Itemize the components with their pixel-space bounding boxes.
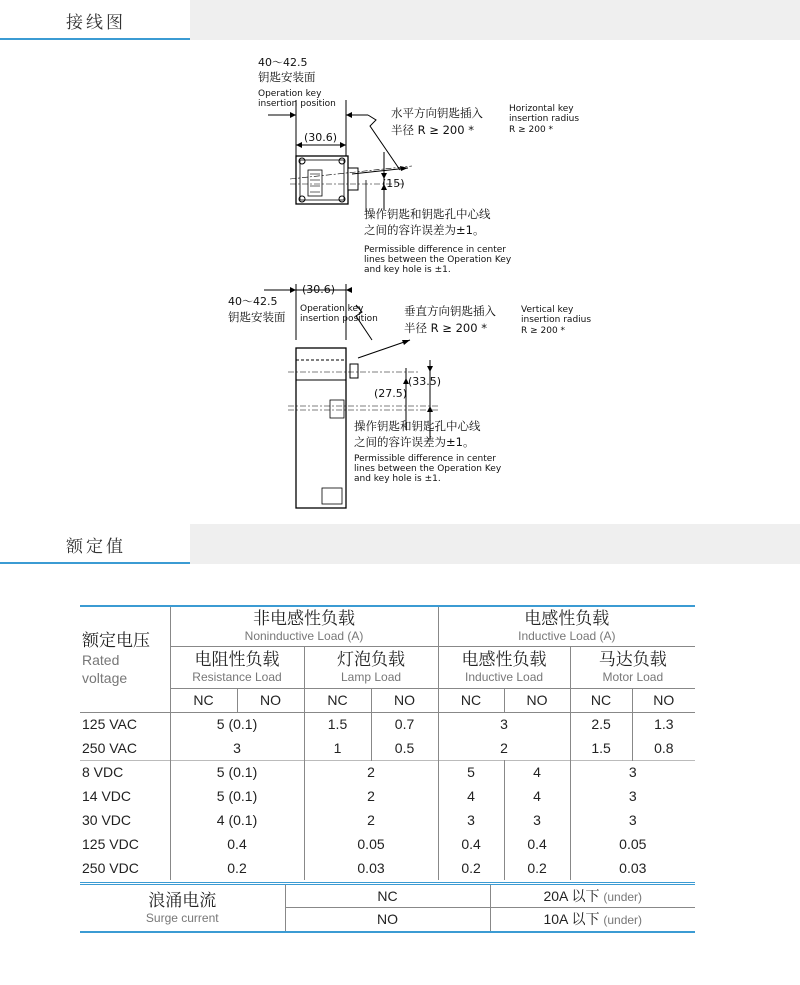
sub-cn: 灯泡负载 [337,650,406,669]
value-cell: 2 [304,760,438,784]
sub-en: Motor Load [602,670,664,684]
voltage-cell: 30 VDC [80,808,170,832]
surge-en: Surge current [145,910,219,925]
top-tol-en-3: and key hole is ±1. [364,265,451,275]
top-op-en-2: insertion position [258,99,336,109]
value-cell: 0.05 [619,836,647,852]
top-diagram [258,56,579,275]
header-bar [190,524,800,564]
surge-label [80,884,285,932]
voltage-cell: 250 VAC [80,736,170,760]
surge-nc-val: 20A 以下 [543,888,600,904]
voltage-cell: 125 VAC [80,712,170,736]
surge-table [80,882,695,933]
value-cell: 3 [438,712,570,736]
bottom-radius-cn-1: 垂直方向钥匙插入 [404,304,496,318]
value-cell: 0.8 [654,739,674,756]
surge-nc-label: NC [285,884,490,908]
no-label: NO [237,688,304,712]
value-cell: 3 [628,788,637,804]
nc-no-row [80,688,695,712]
inductive-load-header [438,646,570,688]
voltage-cell: 125 VDC [80,832,170,856]
motor-load-header [570,646,695,688]
top-radius-cn-2: 半径 R ≥ 200 * [391,123,474,137]
top-op-en-1: Operation key [258,89,322,99]
value-cell: 0.05 [304,832,438,856]
value-cell: 3 [504,808,570,832]
value-cell: 4 (0.1) [170,808,304,832]
surge-no-value [490,908,695,932]
nc-label: NC [304,688,371,712]
value-cell: 0.2 [438,856,504,880]
rating-table [80,605,695,933]
no-label: NO [504,688,570,712]
bottom-radius-cn-2: 半径 R ≥ 200 * [404,321,487,335]
surge-row-nc [80,884,695,908]
top-tol-cn-1: 操作钥匙和钥匙孔中心线 [364,207,491,221]
top-radius-en-3: R ≥ 200 * [509,125,554,135]
sub-en: Inductive Load [465,670,544,684]
value-cell: 5 (0.1) [170,760,304,784]
value-cell: 2 [304,784,438,808]
value-cell: 4 [438,784,504,808]
value-cell: 3 [438,808,504,832]
bottom-dim-306: (30.6) [302,283,336,296]
bottom-tol-en-2: lines between the Operation Key [354,464,502,474]
top-dim-306: (30.6) [304,131,338,144]
bottom-tol-cn-2: 之间的容许误差为±1。 [354,435,475,449]
resistance-load-header [170,646,304,688]
nc-label: NC [170,688,237,712]
voltage-cell: 8 VDC [80,760,170,784]
value-cell: 5 [438,760,504,784]
bottom-mount-dim: 40～42.5 [228,295,278,308]
sub-cn: 电感性负载 [461,650,547,669]
ind-cn: 电感性负载 [524,609,610,629]
table-row [80,760,695,784]
value-cell: 2 [438,736,570,760]
under-note: (under) [603,913,643,928]
rated-voltage-header [80,606,170,712]
value-cell: 4 [504,760,570,784]
no-label: NO [371,688,438,712]
value-cell: 3 [170,736,304,760]
value-cell: 0.2 [504,856,570,880]
bottom-tol-en-3: and key hole is ±1. [354,474,441,484]
rated-en-2: voltage [82,670,128,687]
value-cell: 4 [504,784,570,808]
value-cell: 0.5 [371,736,438,760]
bottom-radius-en-2: insertion radius [521,315,592,325]
bottom-dim-335: (33.5) [408,375,442,388]
table-row [80,856,695,880]
wiring-section-header [0,0,800,40]
top-tol-cn-2: 之间的容许误差为±1。 [364,223,485,237]
top-radius-en-1: Horizontal key [509,104,574,114]
value-cell: 1.5 [570,736,632,760]
bottom-mount-cn: 钥匙安装面 [228,310,286,324]
value-cell: 3 [628,764,637,781]
sub-en: Lamp Load [341,670,402,684]
table-row [80,736,695,760]
under-note: (under) [603,890,643,904]
surge-cn: 浪涌电流 [148,890,217,910]
bottom-op-en-1: Operation key [300,304,364,314]
voltage-cell: 250 VDC [80,856,170,880]
bottom-radius-en-3: R ≥ 200 * [521,326,566,336]
no-label: NO [653,692,675,708]
nonind-en: Noninductive Load (A) [244,629,364,644]
top-radius-en-2: insertion radius [509,114,580,124]
header-bar [190,0,800,40]
value-cell: 1.5 [304,712,371,736]
rating-title: 额定值 [66,537,126,557]
voltage-cell: 14 VDC [80,784,170,808]
header-underline [0,562,190,564]
value-cell: 2 [304,808,438,832]
surge-nc-value [490,884,695,908]
value-cell: 2.5 [570,712,632,736]
value-cell: 1 [304,736,371,760]
bottom-tol-cn-1: 操作钥匙和钥匙孔中心线 [354,419,481,433]
ind-en: Inductive Load (A) [518,629,616,644]
bottom-radius-en-1: Vertical key [521,305,574,315]
top-dim-15: (15) [382,177,405,190]
inductive-header [438,606,695,646]
value-cell: 0.4 [504,832,570,856]
value-cell: 0.4 [438,832,504,856]
top-tol-en-2: lines between the Operation Key [364,255,512,265]
bottom-op-en-2: insertion position [300,314,378,324]
rated-en-1: Rated [82,652,120,669]
bottom-tol-en-1: Permissible difference in center [354,454,497,464]
value-cell: 5 (0.1) [170,712,304,736]
bottom-diagram [228,283,591,508]
value-cell: 1.3 [654,716,674,733]
top-mount-dim: 40～42.5 [258,56,308,69]
sub-cn: 电阻性负载 [194,650,280,669]
value-cell: 0.03 [304,856,438,880]
value-cell: 0.4 [170,832,304,856]
table-row [80,784,695,808]
sub-cn: 马达负载 [598,650,667,669]
table-row [80,832,695,856]
table-row [80,808,695,832]
table-row [80,712,695,736]
value-cell: 0.03 [619,860,647,876]
bottom-dim-275: (27.5) [374,387,408,400]
value-cell: 5 (0.1) [170,784,304,808]
surge-no-label: NO [285,908,490,932]
top-tol-en-1: Permissible difference in center [364,245,507,255]
surge-no-val: 10A 以下 [543,911,600,928]
nonind-cn: 非电感性负载 [253,609,356,629]
value-cell: 0.2 [170,856,304,880]
rating-section-header [0,524,800,564]
sub-en: Resistance Load [192,670,282,684]
rated-cn: 额定电压 [82,631,150,651]
wiring-title: 接线图 [66,13,126,33]
lamp-load-header [304,646,438,688]
noninductive-header [170,606,438,646]
nc-label: NC [438,688,504,712]
dimension-drawing [0,40,800,520]
value-cell: 0.7 [371,712,438,736]
nc-label: NC [570,688,632,712]
value-cell: 3 [628,812,637,828]
top-mount-cn: 钥匙安装面 [258,70,316,84]
top-radius-cn-1: 水平方向钥匙插入 [391,106,483,120]
